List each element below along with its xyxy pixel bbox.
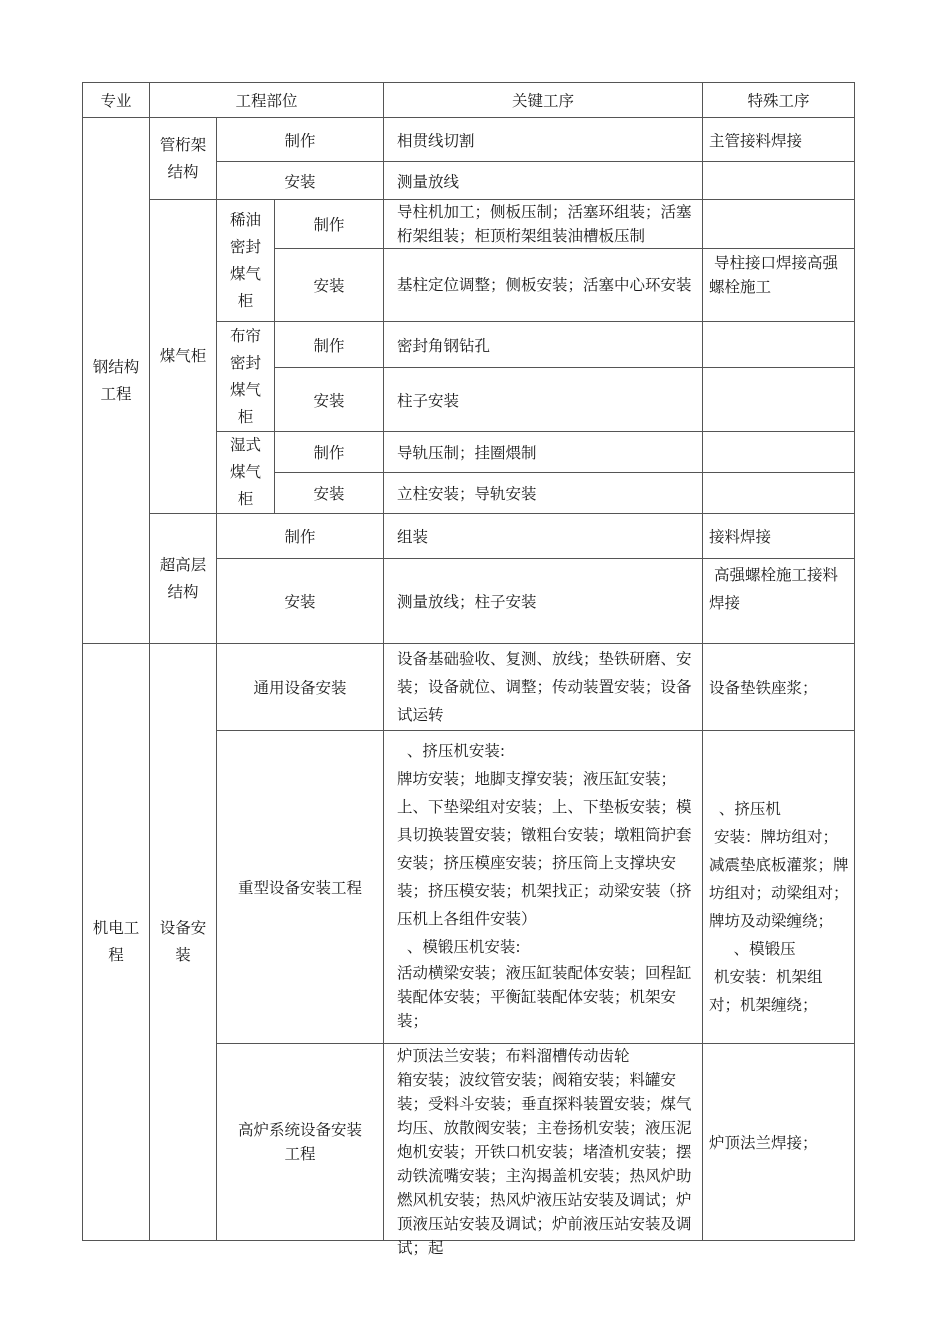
stage-label: 制作 <box>275 432 384 473</box>
header-major: 专业 <box>83 83 150 118</box>
key-process-cell <box>384 731 703 1044</box>
heavy-head-extruder: 、挤压机安装: <box>397 742 506 760</box>
key-process-cell: 组装 <box>384 514 703 559</box>
special-process-cell <box>703 322 855 368</box>
stage-label: 安装 <box>275 368 384 432</box>
subpart-oil-sealed: 稀油 密封 煤气 柜 <box>217 200 275 322</box>
header-special-process: 特殊工序 <box>703 83 855 118</box>
special-process-cell: 设备垫铁座浆； <box>703 644 855 731</box>
part-truss: 管桁架 结构 <box>150 118 217 200</box>
major-mech: 机电工 程 <box>83 644 150 1241</box>
stage-label: 制作 <box>275 322 384 368</box>
special-process-cell <box>703 432 855 473</box>
subpart-wet: 湿式 煤气 柜 <box>217 432 275 514</box>
special-process-cell: 主管接料焊接 <box>703 118 855 162</box>
special-process-cell: 高强螺栓施工接料焊接 <box>703 559 855 644</box>
special-process-cell: 、挤压机 安装：牌坊组对；减震垫底板灌浆；牌坊组对；动梁组对；牌坊及动梁缠绕； 、模锻压 机安装：机架组对；机架缠绕； <box>703 731 855 1044</box>
furnace-key-text: 炉顶法兰安装；布料溜槽传动齿轮 箱安装；波纹管安装；阀箱安装；料罐安装；受料斗安装；垂直探料装置安装；煤气均压、放散阀安装；主卷扬机安装；液压泥炮机安装；开铁口机安装；堵渣机安装；摆动铁流嘴安装；主沟揭盖机安装；热风炉助燃风机安装；热风炉液压站安装及调试；炉顶液压站安装及调试；炉前液压站安装及调试；起 <box>397 1047 692 1257</box>
special-process-cell: 接料焊接 <box>703 514 855 559</box>
key-process-cell: 相贯线切割 <box>384 118 703 162</box>
table-row <box>83 200 855 249</box>
header-key-process: 关键工序 <box>384 83 703 118</box>
key-process-cell: 导轨压制；挂圈煨制 <box>384 432 703 473</box>
table-row <box>83 514 855 559</box>
special-process-cell: 炉顶法兰焊接； <box>703 1044 855 1241</box>
heavy-body-extruder: 牌坊安装；地脚支撑安装；液压缸安装；上、下垫梁组对安装；上、下垫板安装；模具切换装置安装；镦粗台安装；墩粗筒护套安装；挤压模座安装；挤压筒上支撑块安装；挤压模安装；机架找正；动梁安装（挤压机上各组件安装） <box>397 770 692 928</box>
key-process-cell: 导柱机加工；侧板压制；活塞环组装；活塞桁架组装；柜顶桁架组装油槽板压制 <box>384 200 703 249</box>
special-process-cell <box>703 473 855 514</box>
key-process-cell: 基柱定位调整；侧板安装；活塞中心环安装 <box>384 249 703 322</box>
table-row <box>83 644 855 731</box>
process-table <box>82 82 855 1257</box>
key-process-cell: 柱子安装 <box>384 368 703 432</box>
table-header-row <box>83 83 855 118</box>
subpart-heavy-equipment: 重型设备安装工程 <box>217 731 384 1044</box>
stage-label: 安装 <box>217 559 384 644</box>
major-steel: 钢结构 工程 <box>83 118 150 644</box>
key-process-cell: 测量放线；柱子安装 <box>384 559 703 644</box>
heavy-body-forging: 活动横梁安装；液压缸装配体安装；回程缸装配体安装；平衡缸装配体安装；机架安装； <box>397 964 692 1030</box>
special-process-cell <box>703 200 855 249</box>
key-process-cell <box>384 1044 703 1257</box>
subpart-curtain-sealed: 布帘 密封 煤气 柜 <box>217 322 275 432</box>
special-process-cell <box>703 162 855 200</box>
stage-label: 制作 <box>217 118 384 162</box>
key-process-cell: 设备基础验收、复测、放线；垫铁研磨、安装；设备就位、调整；传动装置安装；设备试运转 <box>384 644 703 731</box>
stage-label: 制作 <box>275 200 384 249</box>
special-process-cell <box>703 368 855 432</box>
stage-label: 制作 <box>217 514 384 559</box>
part-gas-holder: 煤气柜 <box>150 200 217 514</box>
heavy-head-forging: 、模锻压机安装: <box>397 938 521 956</box>
key-process-cell: 密封角钢钻孔 <box>384 322 703 368</box>
table-row <box>83 118 855 162</box>
key-process-cell: 立柱安装；导轨安装 <box>384 473 703 514</box>
subpart-blast-furnace: 高炉系统设备安装 工程 <box>217 1044 384 1241</box>
header-part: 工程部位 <box>150 83 384 118</box>
key-process-cell: 测量放线 <box>384 162 703 200</box>
subpart-general-equipment: 通用设备安装 <box>217 644 384 731</box>
special-process-cell: 导柱接口焊接高强螺栓施工 <box>703 249 855 322</box>
stage-label: 安装 <box>217 162 384 200</box>
stage-label: 安装 <box>275 473 384 514</box>
part-highrise: 超高层 结构 <box>150 514 217 644</box>
part-equipment-install: 设备安 装 <box>150 644 217 1241</box>
stage-label: 安装 <box>275 249 384 322</box>
